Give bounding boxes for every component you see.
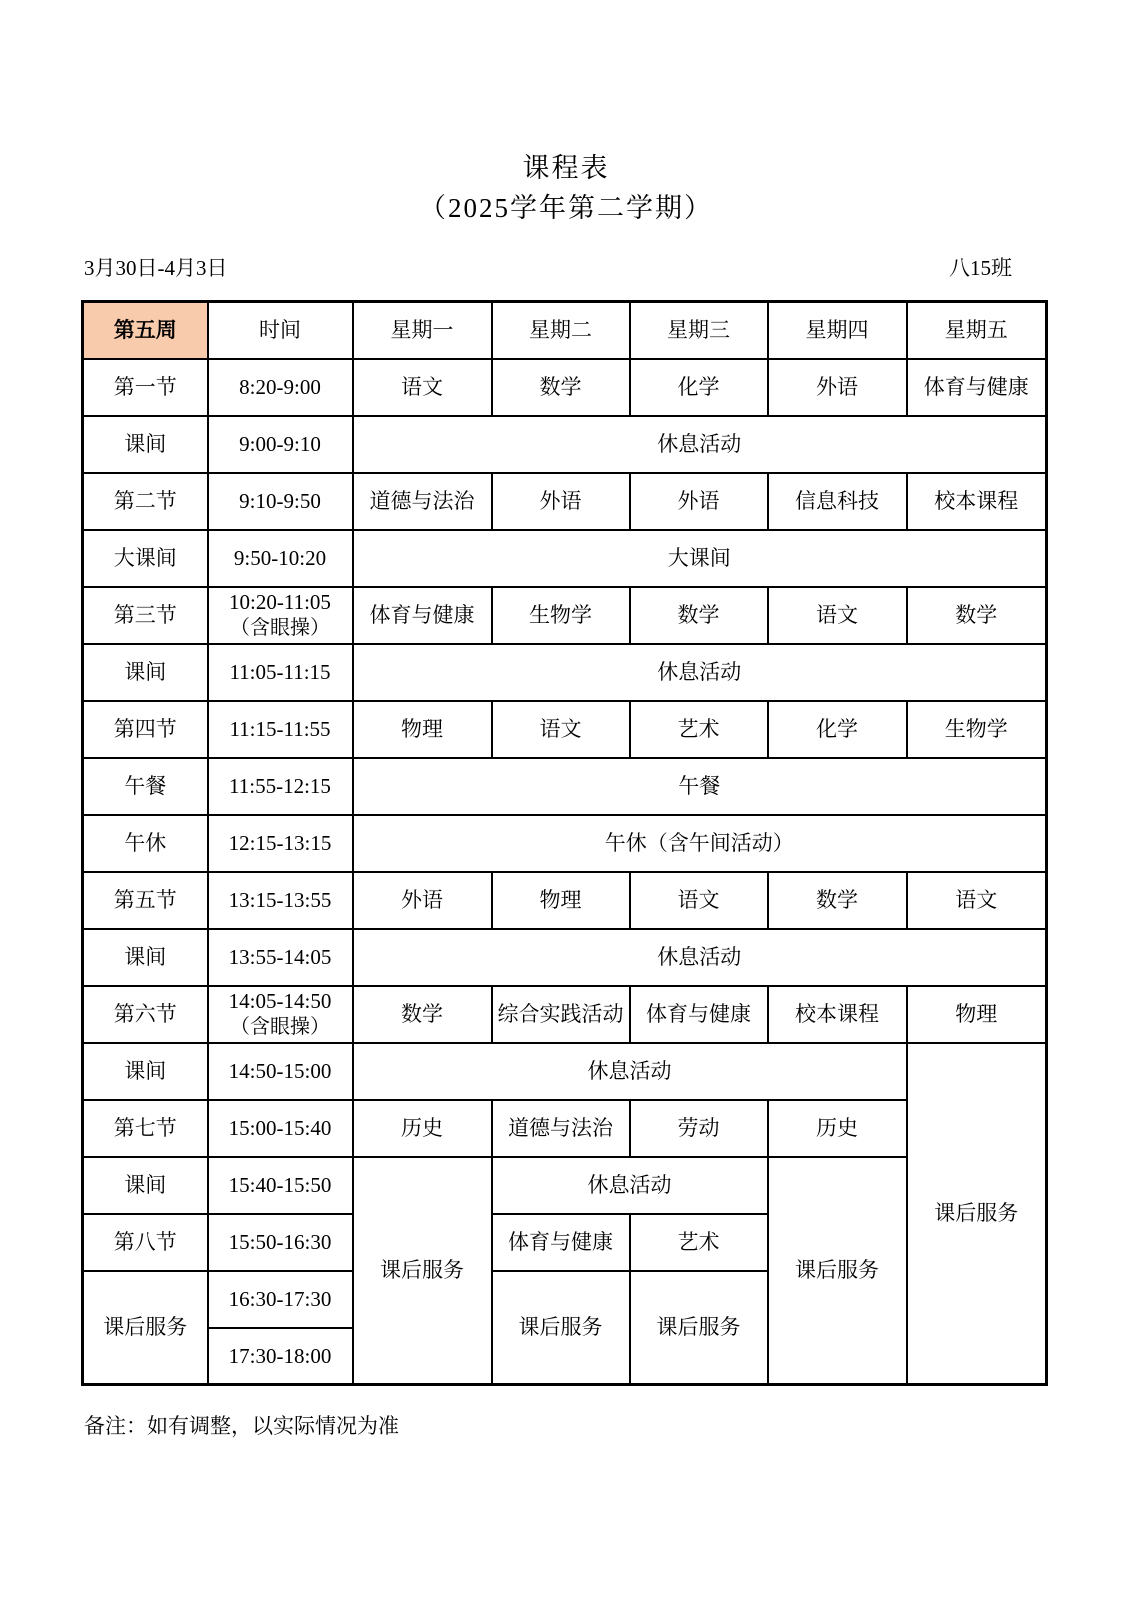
- period-label: 第三节: [83, 587, 208, 644]
- time-text: 14:05-14:50: [228, 989, 332, 1013]
- row-period-6: [83, 986, 1047, 1043]
- time-cell: 16:30-17:30: [208, 1271, 353, 1328]
- span-activity-cell: 大课间: [353, 530, 1047, 587]
- row-break-1: [83, 416, 1047, 473]
- time-cell: 15:40-15:50: [208, 1157, 353, 1214]
- time-note: （含眼操）: [230, 617, 330, 639]
- span-activity-cell: 午餐: [353, 758, 1047, 815]
- row-period-4: [83, 701, 1047, 758]
- period-label: 第八节: [83, 1214, 208, 1271]
- time-cell: 14:50-15:00: [208, 1043, 353, 1100]
- subject-cell: 数学: [907, 587, 1047, 644]
- day-header-mon: 星期一: [353, 302, 492, 359]
- span-activity-cell: 休息活动: [492, 1157, 768, 1214]
- subject-cell: 体育与健康: [630, 986, 768, 1043]
- period-label: 午休: [83, 815, 208, 872]
- week-header-cell: 第五周: [83, 302, 208, 359]
- subject-cell: 物理: [353, 701, 492, 758]
- meta-row: [84, 254, 1048, 283]
- page-title: 课程表: [522, 153, 610, 183]
- period-label: 第七节: [83, 1100, 208, 1157]
- row-big-break: [83, 530, 1047, 587]
- subject-cell: 数学: [492, 359, 630, 416]
- subject-cell: 外语: [768, 359, 907, 416]
- subject-cell: 语文: [353, 359, 492, 416]
- period-label: 第五节: [83, 872, 208, 929]
- subject-cell: 历史: [353, 1100, 492, 1157]
- time-cell: 11:15-11:55: [208, 701, 353, 758]
- time-cell: 15:00-15:40: [208, 1100, 353, 1157]
- time-cell: 9:10-9:50: [208, 473, 353, 530]
- row-noon-rest: [83, 815, 1047, 872]
- subject-cell: 综合实践活动: [492, 986, 630, 1043]
- row-break-4: [83, 1043, 1047, 1100]
- timetable: [81, 300, 1048, 1386]
- row-period-2: [83, 473, 1047, 530]
- row-period-5: [83, 872, 1047, 929]
- span-activity-cell: 休息活动: [353, 1043, 907, 1100]
- period-label: 课间: [83, 1043, 208, 1100]
- period-label: 第四节: [83, 701, 208, 758]
- subject-cell: 道德与法治: [353, 473, 492, 530]
- time-header-cell: 时间: [208, 302, 353, 359]
- time-cell: 13:15-13:55: [208, 872, 353, 929]
- time-cell: 9:00-9:10: [208, 416, 353, 473]
- time-cell: 13:55-14:05: [208, 929, 353, 986]
- subject-cell: 校本课程: [907, 473, 1047, 530]
- subject-cell: 外语: [492, 473, 630, 530]
- time-note: （含眼操）: [230, 1016, 330, 1038]
- period-label: 课间: [83, 416, 208, 473]
- row-period-7: [83, 1100, 1047, 1157]
- period-label: 课间: [83, 1157, 208, 1214]
- after-school-fri-cell: 课后服务: [907, 1043, 1047, 1385]
- subject-cell: 校本课程: [768, 986, 907, 1043]
- row-break-5: [83, 1157, 1047, 1214]
- time-cell: 9:50-10:20: [208, 530, 353, 587]
- after-school-tue-cell: 课后服务: [492, 1271, 630, 1385]
- time-cell: [208, 587, 353, 644]
- span-activity-cell: 休息活动: [353, 929, 1047, 986]
- title-block: [84, 148, 1048, 228]
- date-range: 3月30日-4月3日: [84, 256, 228, 280]
- subject-cell: 道德与法治: [492, 1100, 630, 1157]
- row-lunch: [83, 758, 1047, 815]
- span-activity-cell: 休息活动: [353, 644, 1047, 701]
- subject-cell: 数学: [768, 872, 907, 929]
- row-break-3: [83, 929, 1047, 986]
- subject-cell: 体育与健康: [907, 359, 1047, 416]
- subject-cell: 化学: [768, 701, 907, 758]
- footnote: 备注：如有调整，以实际情况为准: [84, 1414, 399, 1438]
- day-header-fri: 星期五: [907, 302, 1047, 359]
- period-label: 第六节: [83, 986, 208, 1043]
- subject-cell: 信息科技: [768, 473, 907, 530]
- time-cell: [208, 986, 353, 1043]
- page-subtitle: （2025学年第二学期）: [419, 193, 713, 223]
- subject-cell: 物理: [492, 872, 630, 929]
- after-school-mon-cell: 课后服务: [353, 1157, 492, 1385]
- subject-cell: 艺术: [630, 1214, 768, 1271]
- period-label: 课间: [83, 644, 208, 701]
- time-cell: 11:05-11:15: [208, 644, 353, 701]
- subject-cell: 物理: [907, 986, 1047, 1043]
- period-label: 大课间: [83, 530, 208, 587]
- day-header-wed: 星期三: [630, 302, 768, 359]
- time-cell: 11:55-12:15: [208, 758, 353, 815]
- day-header-tue: 星期二: [492, 302, 630, 359]
- span-activity-cell: 休息活动: [353, 416, 1047, 473]
- subject-cell: 语文: [630, 872, 768, 929]
- time-cell: 12:15-13:15: [208, 815, 353, 872]
- subject-cell: 体育与健康: [353, 587, 492, 644]
- period-label: 第二节: [83, 473, 208, 530]
- subject-cell: 艺术: [630, 701, 768, 758]
- period-label: 课间: [83, 929, 208, 986]
- period-label: 午餐: [83, 758, 208, 815]
- day-header-thu: 星期四: [768, 302, 907, 359]
- subject-cell: 语文: [907, 872, 1047, 929]
- row-break-2: [83, 644, 1047, 701]
- header-row: [83, 302, 1047, 359]
- subject-cell: 外语: [353, 872, 492, 929]
- subject-cell: 化学: [630, 359, 768, 416]
- after-school-thu-cell: 课后服务: [768, 1157, 907, 1385]
- subject-cell: 生物学: [907, 701, 1047, 758]
- subject-cell: 外语: [630, 473, 768, 530]
- span-activity-cell: 午休（含午间活动）: [353, 815, 1047, 872]
- subject-cell: 劳动: [630, 1100, 768, 1157]
- row-period-3: [83, 587, 1047, 644]
- subject-cell: 数学: [353, 986, 492, 1043]
- period-label: 第一节: [83, 359, 208, 416]
- after-school-wed-cell: 课后服务: [630, 1271, 768, 1385]
- subject-cell: 生物学: [492, 587, 630, 644]
- time-text: 10:20-11:05: [229, 590, 331, 614]
- subject-cell: 数学: [630, 587, 768, 644]
- time-cell: 15:50-16:30: [208, 1214, 353, 1271]
- subject-cell: 语文: [492, 701, 630, 758]
- class-name: 八15班: [949, 256, 1012, 280]
- time-cell: 17:30-18:00: [208, 1328, 353, 1385]
- subject-cell: 历史: [768, 1100, 907, 1157]
- subject-cell: 体育与健康: [492, 1214, 630, 1271]
- row-period-1: [83, 359, 1047, 416]
- time-cell: 8:20-9:00: [208, 359, 353, 416]
- period-label: 课后服务: [83, 1271, 208, 1385]
- subject-cell: 语文: [768, 587, 907, 644]
